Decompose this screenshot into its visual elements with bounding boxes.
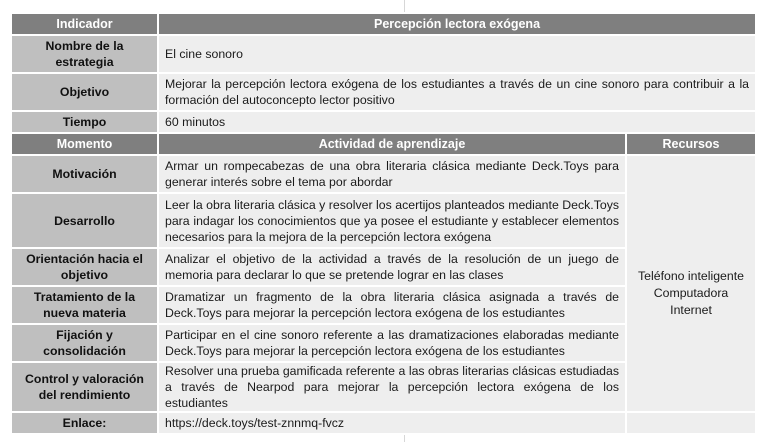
moment-label: Fijación y consolidación [11,324,158,362]
activity-header-row [11,133,756,155]
objective-label: Objetivo [11,73,158,111]
moment-label: Desarrollo [11,193,158,248]
resource-item: Computadora [653,286,729,300]
strategy-name-row [11,35,756,73]
strategy-name-value: El cine sonoro [158,35,756,73]
indicator-label: Indicador [11,13,158,35]
time-row [11,111,756,133]
moment-label: Motivación [11,155,158,193]
moment-row [11,155,756,193]
moment-activity: Participar en el cine sonoro referente a las dramatizaciones elaboradas mediante Deck.Toys para mejorar la percepción lectora exógena de los estudiantes [158,324,626,362]
resources-header: Recursos [626,133,756,155]
moment-activity: Armar un rompecabezas de una obra literaria clásica mediante Deck.Toys para generar interés sobre el tema por abordar [158,155,626,193]
moment-activity: Analizar el objetivo de la actividad a través de la resolución de un juego de memoria para declarar lo que se pretende lograr en las clases [158,248,626,286]
strategy-name-label: Nombre de la estrategia [11,35,158,73]
resource-item: Teléfono inteligente [638,269,744,283]
strategy-table [10,12,757,435]
resources-cell [626,155,756,412]
moment-label: Orientación hacia el objetivo [11,248,158,286]
time-label: Tiempo [11,111,158,133]
activity-header: Actividad de aprendizaje [158,133,626,155]
moment-header: Momento [11,133,158,155]
moment-label: Tratamiento de la nueva materia [11,286,158,324]
resource-item: Internet [670,303,712,317]
moment-activity: Resolver una prueba gamificada referente a las obras literarias clásicas estudiadas a través de Nearpod para mejorar la percepción lectora exógena de los estudiantes [158,362,626,412]
objective-value: Mejorar la percepción lectora exógena de los estudiantes a través de un cine sonoro para contribuir a la formación del autoconcepto lector positivo [158,73,756,111]
moment-activity: Leer la obra literaria clásica y resolver los acertijos planteados mediante Deck.Toys para indagar los conocimientos que ya posee el estudiante y establecer elementos necesarios para la mejora de la percepción lectora exógena [158,193,626,248]
link-url[interactable]: https://deck.toys/test-znnmq-fvcz [158,412,626,434]
indicator-title: Percepción lectora exógena [158,13,756,35]
link-label: Enlace: [11,412,158,434]
indicator-header-row [11,13,756,35]
link-row [11,412,756,434]
moment-label: Control y valoración del rendimiento [11,362,158,412]
time-value: 60 minutos [158,111,756,133]
moment-activity: Dramatizar un fragmento de la obra literaria clásica asignada a través de Deck.Toys para mejorar la percepción lectora exógena de los estudiantes [158,286,626,324]
objective-row [11,73,756,111]
link-empty-cell [626,412,756,434]
